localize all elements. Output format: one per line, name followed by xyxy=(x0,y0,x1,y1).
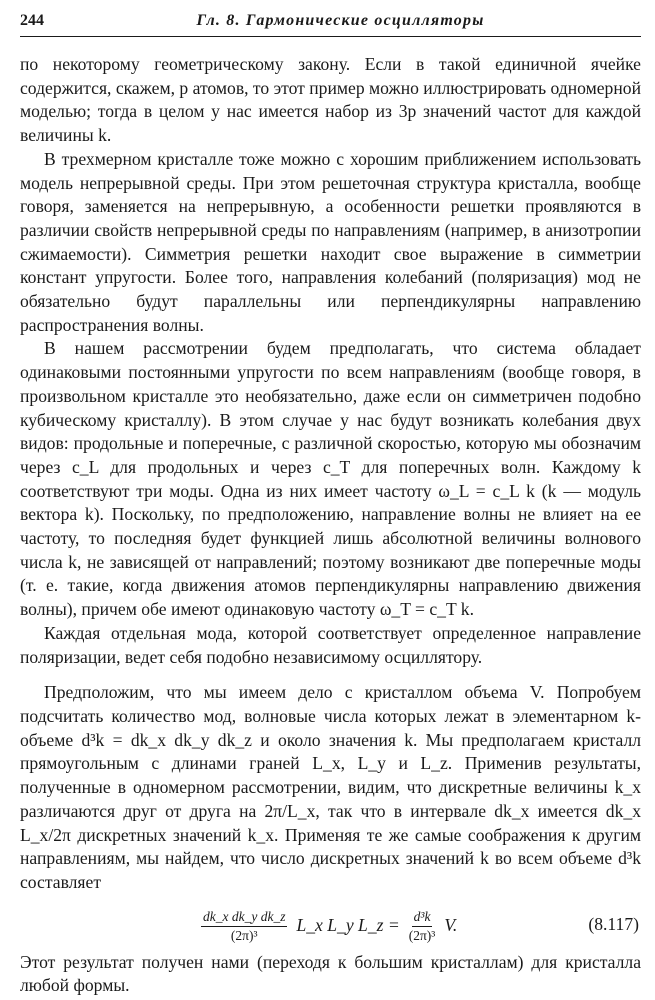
equation-lhs-fraction xyxy=(201,909,287,944)
equation-number: (8.117) xyxy=(588,913,639,934)
paragraph-1: по некоторому геометрическому закону. Если в такой единичной ячейке содержится, скажем, p атомов, то этот пример можно иллюстрировать одномерной моделью; тогда в целом у нас имеется набор из 3p значений частот для каждой величины k. xyxy=(20,54,641,146)
rhs-denominator: (2π)³ xyxy=(408,927,436,943)
body-text xyxy=(20,53,641,895)
rhs-numerator: d³k xyxy=(412,909,433,927)
paragraph-2: В трехмерном кристалле тоже можно с хорошим приближением использовать модель непрерывной среды. При этом решеточная структура кристалла, вообще говоря, заменяется на непрерывную, а особенности решетки проявляются в различии свойств непрерывной среды по направлениям (например, в анизотропии сжимаемости). Симметрия решетки находит свое выражение в симметрии констант упругости. Более того, направления колебаний (поляризация) мод не обязательно будут параллельны или перпендикулярны направлению распространения волны. xyxy=(20,148,641,335)
equation-8-117 xyxy=(20,901,641,951)
paragraph-5: Предположим, что мы имеем дело с кристаллом объема V. Попробуем подсчитать количество мод, волновые числа которых лежат в элементарном k-объеме d³k = dk_x dk_y dk_z и около значения k. Мы предполагаем кристалл прямоугольным с длинами граней L_x, L_y и L_z. Применив результаты, полученные в одномерном рассмотрении, видим, что дискретные величины k_x различаются друг от друга на 2π/L_x, так что в интервале dk_x имеется dk_x L_x/2π дискретных значений k_x. Применяя те же самые соображения к другим направлениям, мы найдем, что число дискретных значений k во всем объеме d³k составляет xyxy=(20,682,641,892)
running-header xyxy=(20,10,641,37)
page-number: 244 xyxy=(20,12,44,29)
running-title: Гл. 8. Гармонические осцилляторы xyxy=(196,12,485,29)
lhs-numerator: dk_x dk_y dk_z xyxy=(201,909,287,927)
lhs-denominator: (2π)³ xyxy=(230,927,258,943)
equation-rhs-fraction xyxy=(409,909,436,944)
closing-paragraph xyxy=(20,951,641,998)
paragraph-closing: Этот результат получен нами (переходя к большим кристаллам) для кристалла любой формы. xyxy=(20,951,641,996)
paragraph-4: Каждая отдельная мода, которой соответствует определенное направление поляризации, ведет себя подобно независимому осциллятору. xyxy=(20,622,641,667)
equation-middle: L_x L_y L_z = xyxy=(296,915,400,936)
equation-tail: V. xyxy=(444,915,458,936)
paragraph-3: В нашем рассмотрении будем предполагать, что система обладает одинаковыми постоянными упругости по всем направлениям (вообще говоря, в произвольном кристалле это необязательно, даже если он симметричен подобно кубическому кристаллу). В этом случае у нас будут возникать колебания двух видов: продольные и поперечные, с различной скоростью, которую мы обозначим через c_L для продольных и через c_T для поперечных волн. Каждому k соответствуют три моды. Одна из них имеет частоту ω_L = c_L k (k — модуль вектора k). Поскольку, по предположению, направление волны не влияет на ее частоту, то последняя будет функцией лишь абсолютной величины волнового числа k, не зависящей от направлений; поэтому возникают две поперечные моды (т. е. такие, когда движения атомов перпендикулярны направлению движения волны), причем обе имеют одинаковую частоту ω_T = c_T k. xyxy=(20,338,641,620)
